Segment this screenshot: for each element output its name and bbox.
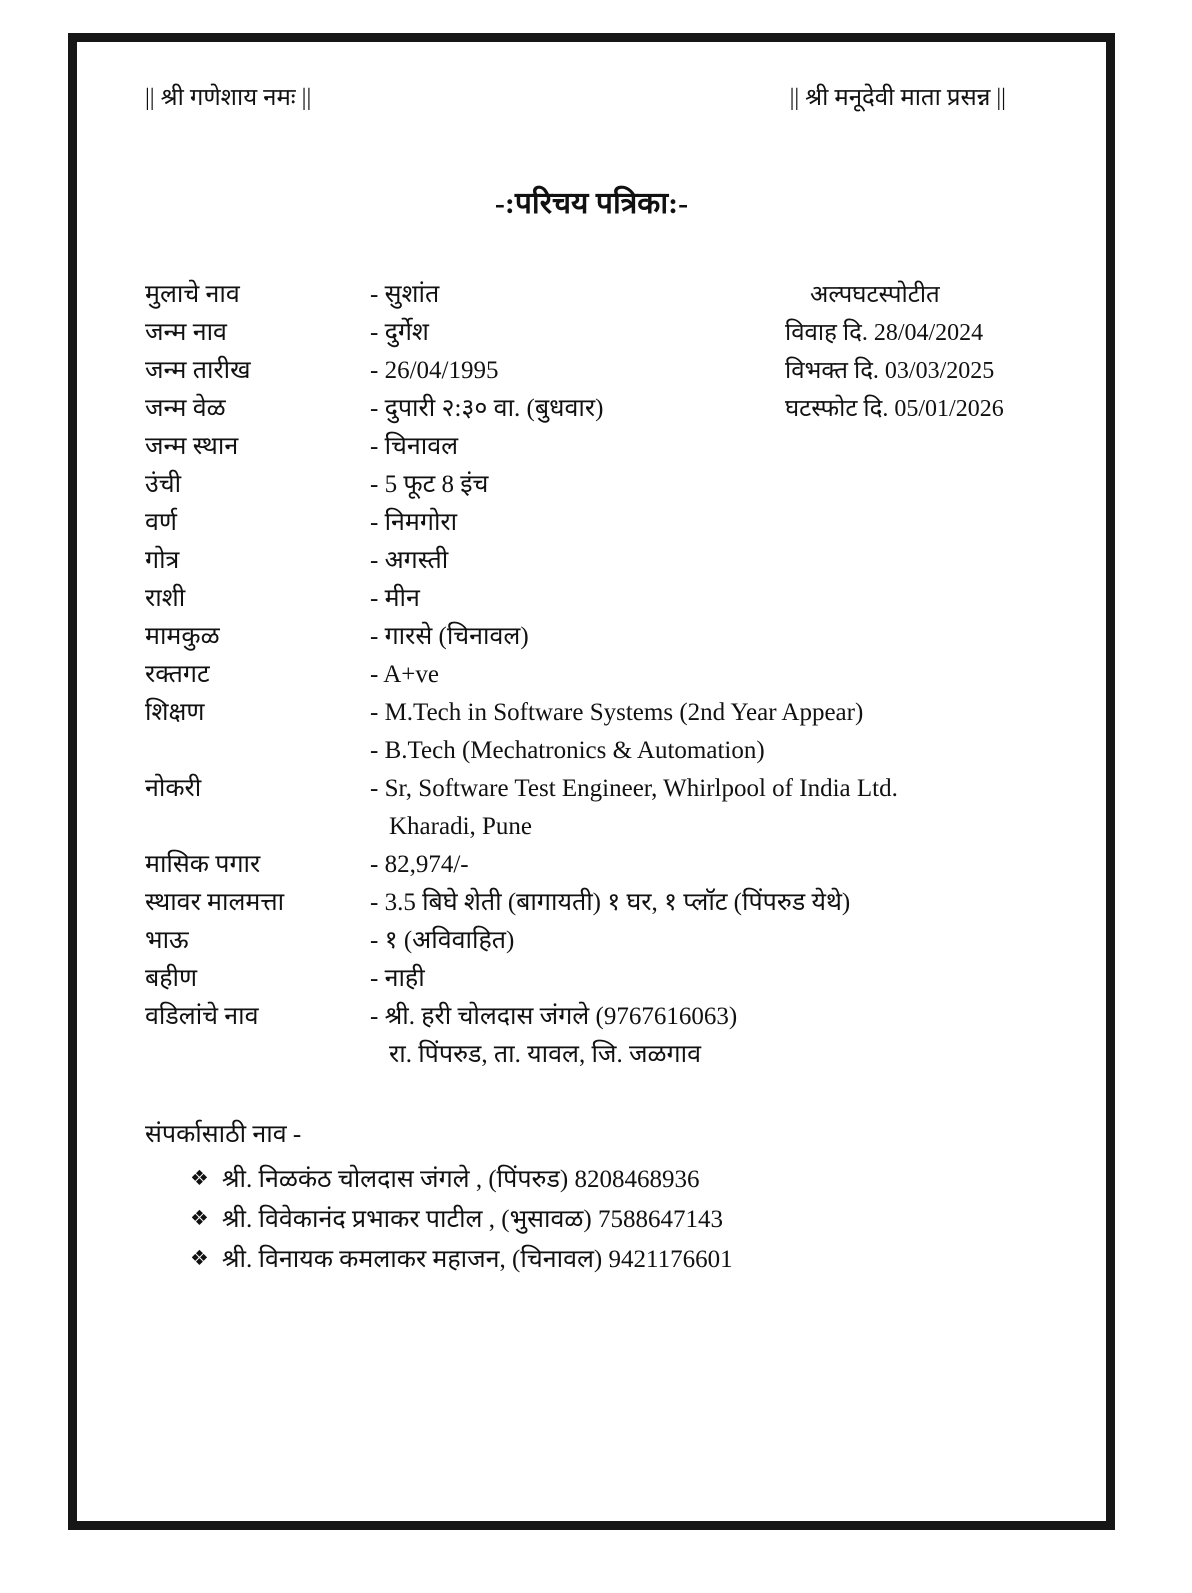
diamond-bullet-icon: ❖ xyxy=(190,1166,209,1190)
detail-label: वडिलांचे नाव xyxy=(145,1003,259,1030)
detail-value-line: - B.Tech (Mechatronics & Automation) xyxy=(370,737,765,764)
detail-value-line: - नाही xyxy=(370,965,425,992)
contact-list xyxy=(145,1160,1076,1280)
detail-row xyxy=(145,542,1076,580)
detail-value xyxy=(370,656,1076,694)
detail-value-line: - 3.5 बिघे शेती (बागायती) १ घर, १ प्लॉट (पिंपरुड येथे) xyxy=(370,889,851,916)
detail-value-line: - 5 फूट 8 इंच xyxy=(370,471,489,498)
marriage-status-line: विभक्त दि. 03/03/2025 xyxy=(785,358,995,384)
detail-value-line: - 26/04/1995 xyxy=(370,357,499,384)
detail-row xyxy=(145,770,1076,846)
detail-row xyxy=(145,428,1076,466)
marriage-status-block xyxy=(785,276,1125,428)
detail-row xyxy=(145,466,1076,504)
detail-label: उंची xyxy=(145,471,182,498)
detail-value xyxy=(370,428,1076,466)
detail-label: जन्म स्थान xyxy=(145,433,239,460)
detail-label: शिक्षण xyxy=(145,699,205,726)
detail-label: जन्म वेळ xyxy=(145,395,226,422)
detail-label: गोत्र xyxy=(145,547,180,574)
marriage-status-line: अल्पघटस्पोटीत xyxy=(810,282,940,308)
detail-value-line: - दुर्गेश xyxy=(370,319,429,346)
detail-label: मासिक पगार xyxy=(145,851,261,878)
detail-value-line: रा. पिंपरुड, ता. यावल, जि. जळगाव xyxy=(389,1041,701,1068)
detail-label: मामकुळ xyxy=(145,623,220,650)
detail-value-line: - सुशांत xyxy=(370,281,440,308)
detail-label: स्थावर मालमत्ता xyxy=(145,889,285,916)
detail-value xyxy=(370,618,1076,656)
detail-value-line: - मीन xyxy=(370,585,420,612)
contact-item xyxy=(145,1240,1076,1280)
detail-row xyxy=(145,884,1076,922)
detail-value-line: - निमगोरा xyxy=(370,509,458,536)
detail-value-line: - अगस्ती xyxy=(370,547,449,574)
detail-row xyxy=(145,846,1076,884)
detail-value-line: - 82,974/- xyxy=(370,851,469,878)
detail-row xyxy=(145,922,1076,960)
detail-label: राशी xyxy=(145,585,186,612)
detail-value xyxy=(370,580,1076,618)
detail-row xyxy=(145,618,1076,656)
detail-value-line: - गारसे (चिनावल) xyxy=(370,623,529,650)
diamond-bullet-icon: ❖ xyxy=(190,1206,209,1230)
detail-row xyxy=(145,998,1076,1074)
detail-value xyxy=(370,542,1076,580)
masthead xyxy=(77,82,1106,114)
detail-value xyxy=(370,846,1076,884)
page-border xyxy=(68,33,1115,1530)
contacts-section xyxy=(145,1116,1076,1280)
detail-value-line: - श्री. हरी चोलदास जंगले (9767616063) xyxy=(370,1003,738,1030)
masthead-left-invocation: || श्री गणेशाय नमः || xyxy=(145,85,312,111)
detail-value xyxy=(370,504,1076,542)
contacts-heading: संपर्कासाठी नाव - xyxy=(145,1121,302,1148)
detail-value-line: - दुपारी २:३० वा. (बुधवार) xyxy=(370,395,604,422)
detail-label: बहीण xyxy=(145,965,198,992)
diamond-bullet-icon: ❖ xyxy=(190,1246,209,1270)
detail-value xyxy=(370,884,1076,922)
detail-value xyxy=(370,998,1076,1074)
marriage-status-line: विवाह दि. 28/04/2024 xyxy=(785,320,984,346)
detail-label: मुलाचे नाव xyxy=(145,281,240,308)
detail-value xyxy=(370,960,1076,998)
contact-item xyxy=(145,1160,1076,1200)
detail-label: नोकरी xyxy=(145,775,202,802)
detail-row xyxy=(145,504,1076,542)
detail-label: जन्म तारीख xyxy=(145,357,251,384)
detail-row xyxy=(145,694,1076,770)
detail-value xyxy=(370,466,1076,504)
page-title: -:परिचय पत्रिका:- xyxy=(494,187,689,220)
detail-row xyxy=(145,656,1076,694)
detail-value-line: - Sr, Software Test Engineer, Whirlpool of India Ltd. xyxy=(370,775,898,802)
detail-row xyxy=(145,960,1076,998)
contact-text: श्री. विवेकानंद प्रभाकर पाटील , (भुसावळ) 7588647143 xyxy=(221,1206,724,1233)
detail-label: भाऊ xyxy=(145,927,189,954)
detail-value xyxy=(370,770,1076,846)
contact-item xyxy=(145,1200,1076,1240)
marriage-status-line: घटस्फोट दि. 05/01/2026 xyxy=(785,396,1004,422)
detail-value-line: - M.Tech in Software Systems (2nd Year Appear) xyxy=(370,699,864,726)
detail-value-line: - १ (अविवाहित) xyxy=(370,927,515,954)
detail-value-line: Kharadi, Pune xyxy=(389,813,533,840)
detail-row xyxy=(145,580,1076,618)
detail-value xyxy=(370,694,1076,770)
contact-text: श्री. विनायक कमलाकर महाजन, (चिनावल) 9421176601 xyxy=(221,1246,733,1273)
detail-label: जन्म नाव xyxy=(145,319,227,346)
detail-value-line: - A+ve xyxy=(370,661,439,688)
detail-value xyxy=(370,922,1076,960)
detail-value-line: - चिनावल xyxy=(370,433,459,460)
detail-label: रक्तगट xyxy=(145,661,210,688)
detail-label: वर्ण xyxy=(145,509,177,536)
contact-text: श्री. निळकंठ चोलदास जंगले , (पिंपरुड) 8208468936 xyxy=(221,1166,700,1193)
masthead-right-invocation: || श्री मनूदेवी माता प्रसन्न || xyxy=(789,85,1006,111)
